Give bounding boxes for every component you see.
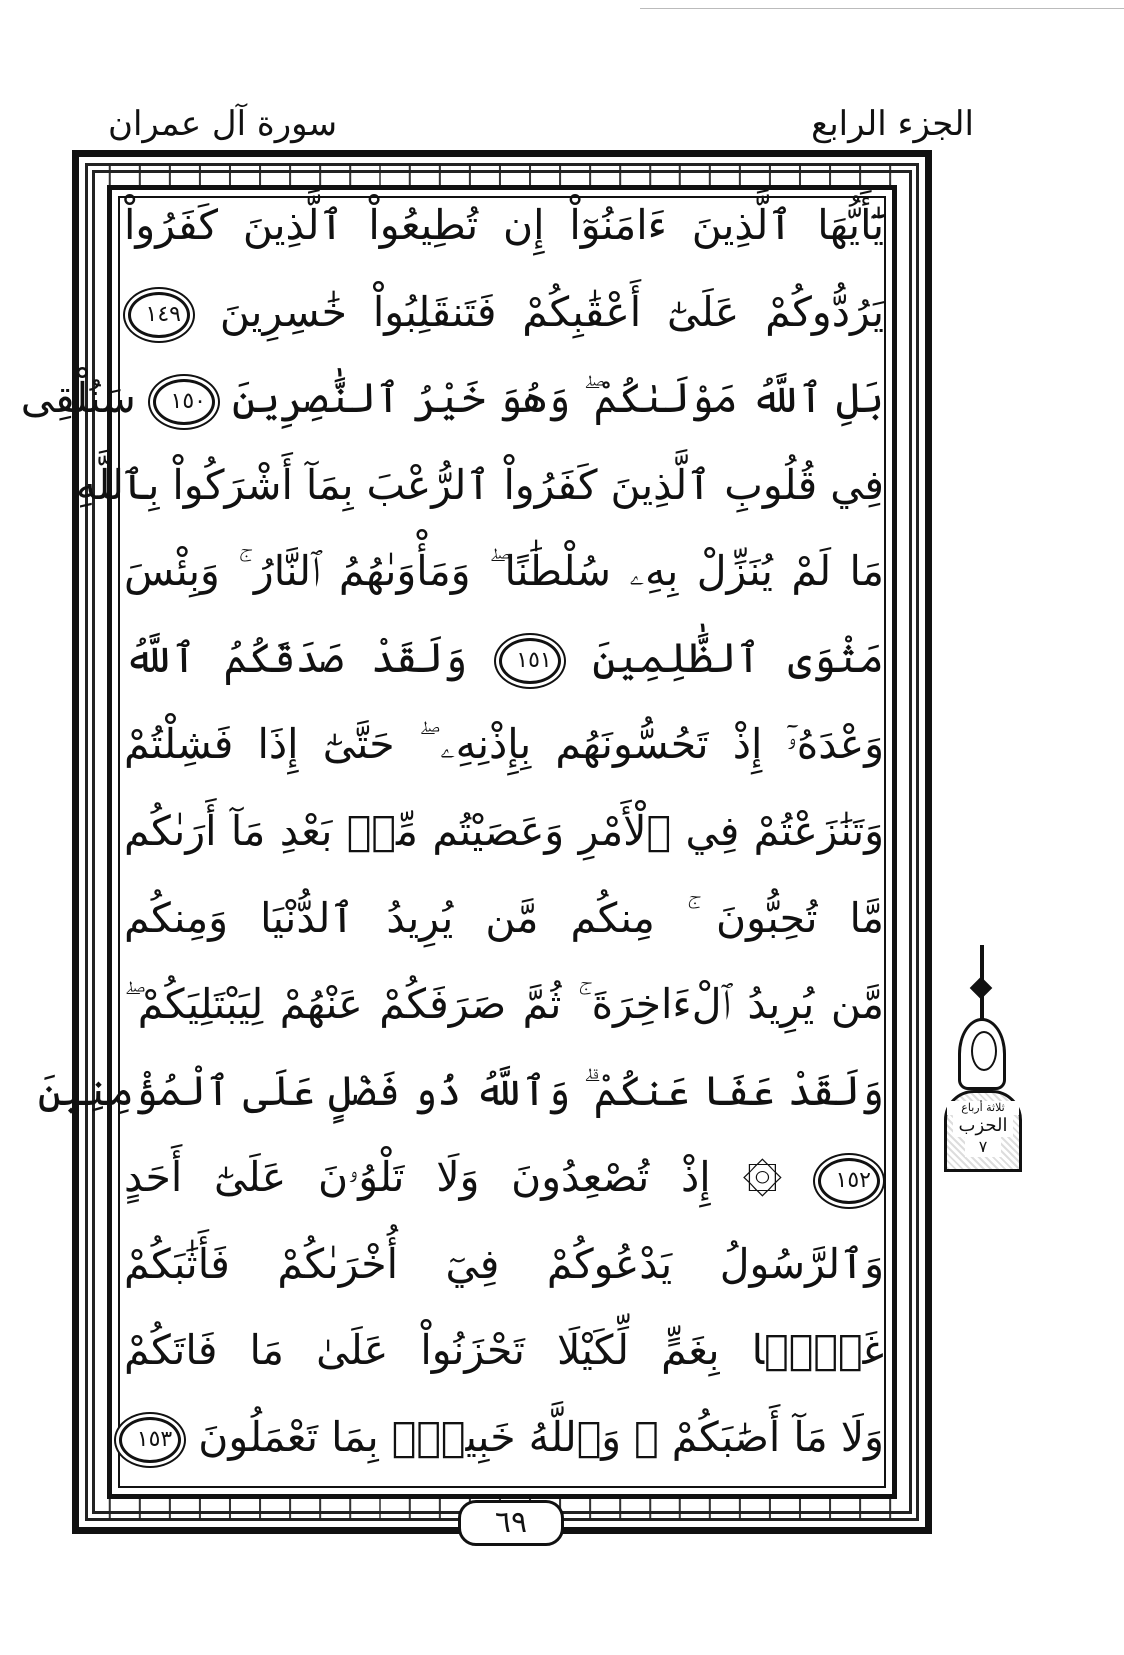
text-line-4: فِي قُلُوبِ ٱلَّذِينَ كَفَرُواْ ٱلرُّعْبَ بِمَآ أَشْرَكُواْ بِٱللَّهِ [75, 460, 884, 509]
ayah-number-151: ١٥١ [499, 638, 561, 684]
text-line-13: وَٱلرَّسُولُ يَدْعُوكُمْ فِيٓ أُخْرَىٰكُمْ فَأَثَٰبَكُمْ [124, 1239, 884, 1288]
hizb-number: ٧ [965, 1137, 1001, 1157]
text-line-8: وَتَنَٰزَعْتُمْ فِي ٱلْأَمْرِ وَعَصَيْتُم مِّنۢ بَعْدِ مَآ أَرَىٰكُم [124, 806, 884, 855]
text-line-5: مَا لَمْ يُنَزِّلْ بِهِۦ سُلْطَٰنًا ۖ وَمَأْوَىٰهُمُ ٱلنَّارُ ۚ وَبِئْسَ [124, 547, 884, 596]
text-line-2: يَرُدُّوكُمْ عَلَىٰٓ أَعْقَٰبِكُمْ فَتَنقَلِبُواْ خَٰسِرِينَ ١٤٩ [124, 273, 884, 351]
quran-text [20, 186, 884, 1476]
text-line-10: مَّن يُرِيدُ ٱلْءَاخِرَةَ ۚ ثُمَّ صَرَفَكُمْ عَنْهُمْ لِيَبْتَلِيَكُمْ ۖ [124, 980, 884, 1029]
text-line-9: مَّا تُحِبُّونَ ۚ مِنكُم مَّن يُرِيدُ ٱلدُّنْيَا وَمِنكُم [124, 893, 884, 942]
ayah-number-153: ١٥٣ [119, 1417, 181, 1463]
text-line-1: يَٰٓأَيُّهَا ٱلَّذِينَ ءَامَنُوٓاْ إِن تُطِيعُواْ ٱلَّذِينَ كَفَرُواْ [124, 201, 884, 249]
ayah-number-149: ١٤٩ [128, 292, 190, 338]
ayah-number-152: ١٥٢ [818, 1158, 880, 1204]
rub-el-hizb-icon: ۞ [742, 1153, 783, 1202]
top-rule [640, 8, 1124, 9]
text-line-6: مَثْوَى ٱلظَّٰلِمِينَ ١٥١ وَلَقَدْ صَدَقَكُمُ ٱللَّهُ [124, 619, 884, 697]
surah-title: سورة آل عمران [108, 104, 338, 144]
text-line-7: وَعْدَهُۥٓ إِذْ تَحُسُّونَهُم بِإِذْنِهِۦ ۖ حَتَّىٰٓ إِذَا فَشِلْتُمْ [124, 720, 884, 769]
hizb-dome-ornament [958, 1018, 1006, 1090]
text-line-11: وَلَقَدْ عَفَا عَنكُمْ ۗ وَٱللَّهُ ذُو فَضْلٍ عَلَى ٱلْمُؤْمِنِينَ [37, 1066, 884, 1115]
text-line-12: ١٥٢ ۞ إِذْ تُصْعِدُونَ وَلَا تَلْوُۥنَ عَلَىٰٓ أَحَدٍ [124, 1138, 884, 1216]
hizb-ornament-icon [970, 977, 993, 1000]
hizb-marker [944, 1090, 1022, 1172]
ayah-number-150: ١٥٠ [153, 379, 215, 425]
text-line-15: وَلَا مَآ أَصَٰبَكُمْ ۗ وَٱللَّهُ خَبِيرٌۢ بِمَا تَعْمَلُونَ ١٥٣ [124, 1398, 884, 1476]
hizb-label: الحزب [953, 1115, 1013, 1137]
page-number: ٦٩ [458, 1500, 564, 1546]
juz-title: الجزء الرابع [811, 104, 974, 144]
hizb-quarter-label: ثلاثة أرباع [947, 1101, 1019, 1115]
text-line-3: بَلِ ٱللَّهُ مَوْلَىٰكُمْ ۖ وَهُوَ خَيْرُ ٱلنَّٰصِرِينَ ١٥٠ سَنُلْقِى [124, 359, 884, 437]
text-line-14: غَمًّۢا بِغَمٍّ لِّكَيْلَا تَحْزَنُواْ عَلَىٰ مَا فَاتَكُمْ [124, 1326, 884, 1375]
